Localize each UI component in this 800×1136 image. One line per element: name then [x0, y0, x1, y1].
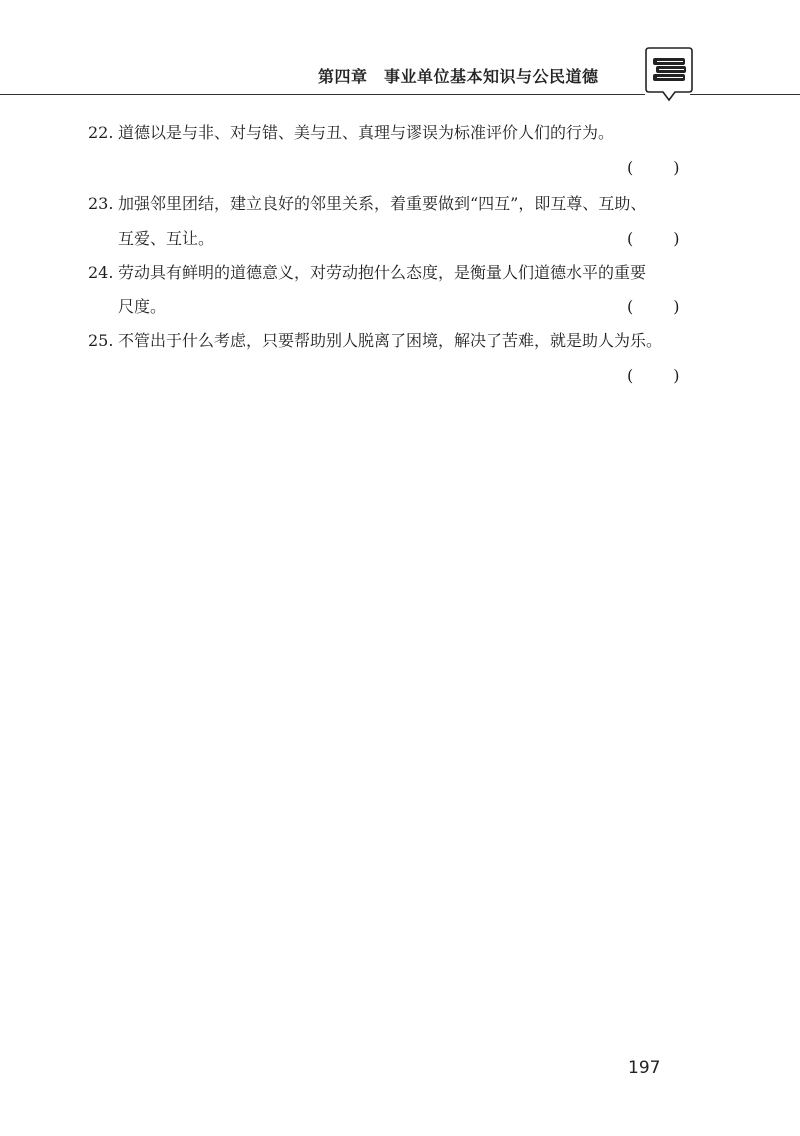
question-number: 22.: [88, 123, 114, 142]
question-number: 24.: [88, 263, 114, 282]
question-24: [88, 263, 646, 283]
question-text: 不管出于什么考虑，只要帮助别人脱离了困境，解决了苦难，就是助人为乐。: [118, 331, 663, 350]
question-22: [88, 123, 614, 143]
question-number: 25.: [88, 331, 114, 350]
question-text: 道德以是与非、对与错、美与丑、真理与谬误为标准评价人们的行为。: [118, 123, 615, 142]
header-rule: [0, 94, 645, 95]
question-23: [88, 194, 646, 214]
answer-blank-24[interactable]: ( ): [627, 297, 680, 316]
answer-blank-25[interactable]: ( ): [627, 366, 680, 385]
answer-blank-23[interactable]: ( ): [627, 229, 680, 248]
question-text-continued: 互爱、互让。: [118, 229, 215, 248]
question-text-continued: 尺度。: [118, 297, 167, 316]
stacked-books-icon: [645, 44, 693, 104]
header-rule-right: [690, 94, 800, 95]
question-text: 劳动具有鲜明的道德意义，对劳动抱什么态度，是衡量人们道德水平的重要: [118, 263, 647, 282]
question-text: 加强邻里团结，建立良好的邻里关系，着重要做到“四互”，即互尊、互助、: [118, 194, 647, 213]
question-number: 23.: [88, 194, 114, 213]
page-number: 197: [628, 1058, 661, 1078]
chapter-title: 第四章 事业单位基本知识与公民道德: [318, 67, 599, 86]
answer-blank-22[interactable]: ( ): [627, 158, 680, 177]
question-25: [88, 331, 662, 351]
